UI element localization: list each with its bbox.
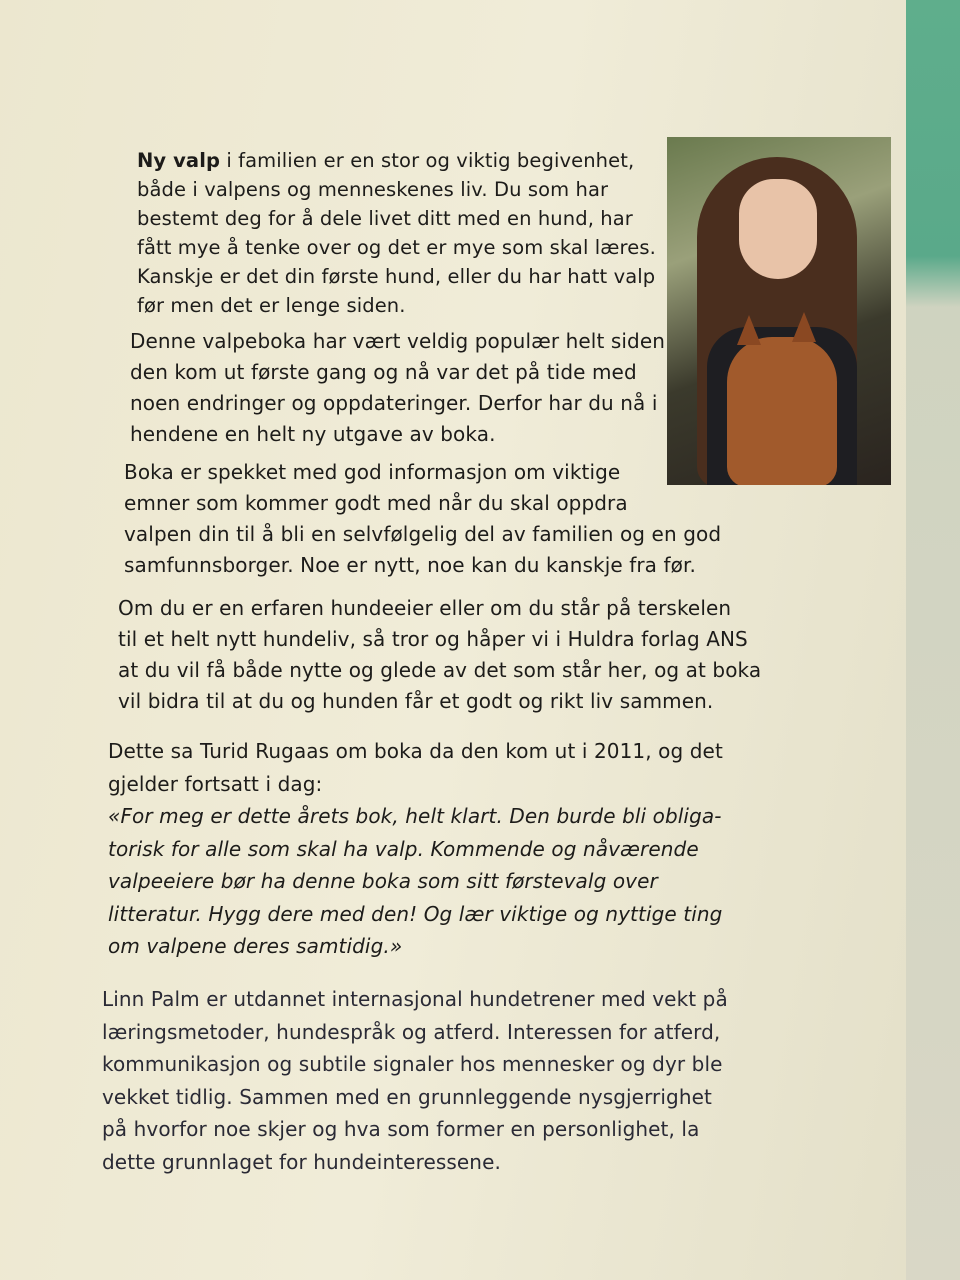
quote-line: litteratur. Hygg dere med den! Og lær viktige og nyttige ting [108,901,723,926]
text-line: samfunnsborger. Noe er nytt, noe kan du kanskje fra før. [124,553,696,577]
text-line: Om du er en erfaren hundeeier eller om du står på terskelen [118,596,732,620]
text-line: til et helt nytt hundeliv, så tror og håper vi i Huldra forlag ANS [118,627,748,651]
text-line: Boka er spekket med god informasjon om viktige [124,460,621,484]
text-line: emner som kommer godt med når du skal oppdra [124,491,628,515]
paragraph-3 [124,457,721,581]
quote-line: om valpene deres samtidig.» [108,934,403,958]
text-line: Denne valpeboka har vært veldig populær helt siden [130,329,666,353]
photo-dog [727,337,837,485]
text-line: før men det er lenge siden. [137,294,406,317]
text-line: valpen din til å bli en selvfølgelig del av familien og en god [124,522,722,546]
intro-paragraph [137,146,656,320]
quote-line: «For meg er dette årets bok, helt klart. Den burde bli obliga- [108,804,722,828]
text-line: fått mye å tenke over og det er mye som skal læres. [137,236,656,259]
text-line: vil bidra til at du og hunden får et godt og rikt liv sammen. [118,689,714,713]
backdrop [898,0,960,1280]
intro-lead: Ny valp [137,149,221,172]
text-line: Dette sa Turid Rugaas om boka da den kom ut i 2011, og det [108,739,723,763]
author-bio [102,983,728,1178]
text-line: dette grunnlaget for hundeinteressene. [102,1149,501,1174]
text-line: kommunikasjon og subtile signaler hos mennesker og dyr ble [102,1052,723,1076]
quote-line: valpeeiere bør ha denne boka som sitt førstevalg over [108,869,658,893]
text-line: i familien er en stor og viktig begivenhet, [220,149,635,172]
text-line: gjelder fortsatt i dag: [108,771,323,796]
text-line: Kanskje er det din første hund, eller du har hatt valp [137,265,656,288]
text-line: Linn Palm er utdannet internasjonal hundetrener med vekt på [102,987,728,1011]
text-line: bestemt deg for å dele livet ditt med en hund, har [137,207,633,230]
text-line: at du vil få både nytte og glede av det som står her, og at boka [118,658,762,682]
text-line: på hvorfor noe skjer og hva som former en personlighet, la [102,1117,700,1141]
text-line: noen endringer og oppdateringer. Derfor har du nå i [130,391,658,415]
text-line: læringsmetoder, hundespråk og atferd. Interessen for atferd, [102,1019,721,1044]
paragraph-4 [118,593,761,717]
photo-dog-ear [792,312,816,342]
paragraph-quote [108,735,723,963]
paragraph-2 [130,326,665,450]
text-line: både i valpens og menneskenes liv. Du som har [137,178,609,201]
text-line: vekket tidlig. Sammen med en grunnleggende nysgjerrighet [102,1084,712,1109]
author-photo [667,137,891,485]
text-line: den kom ut første gang og nå var det på tide med [130,360,637,384]
text-line: hendene en helt ny utgave av boka. [130,422,496,446]
photo-face [739,179,817,279]
photo-dog-ear [737,315,761,345]
quote-line: torisk for alle som skal ha valp. Kommende og nåværende [108,836,699,861]
